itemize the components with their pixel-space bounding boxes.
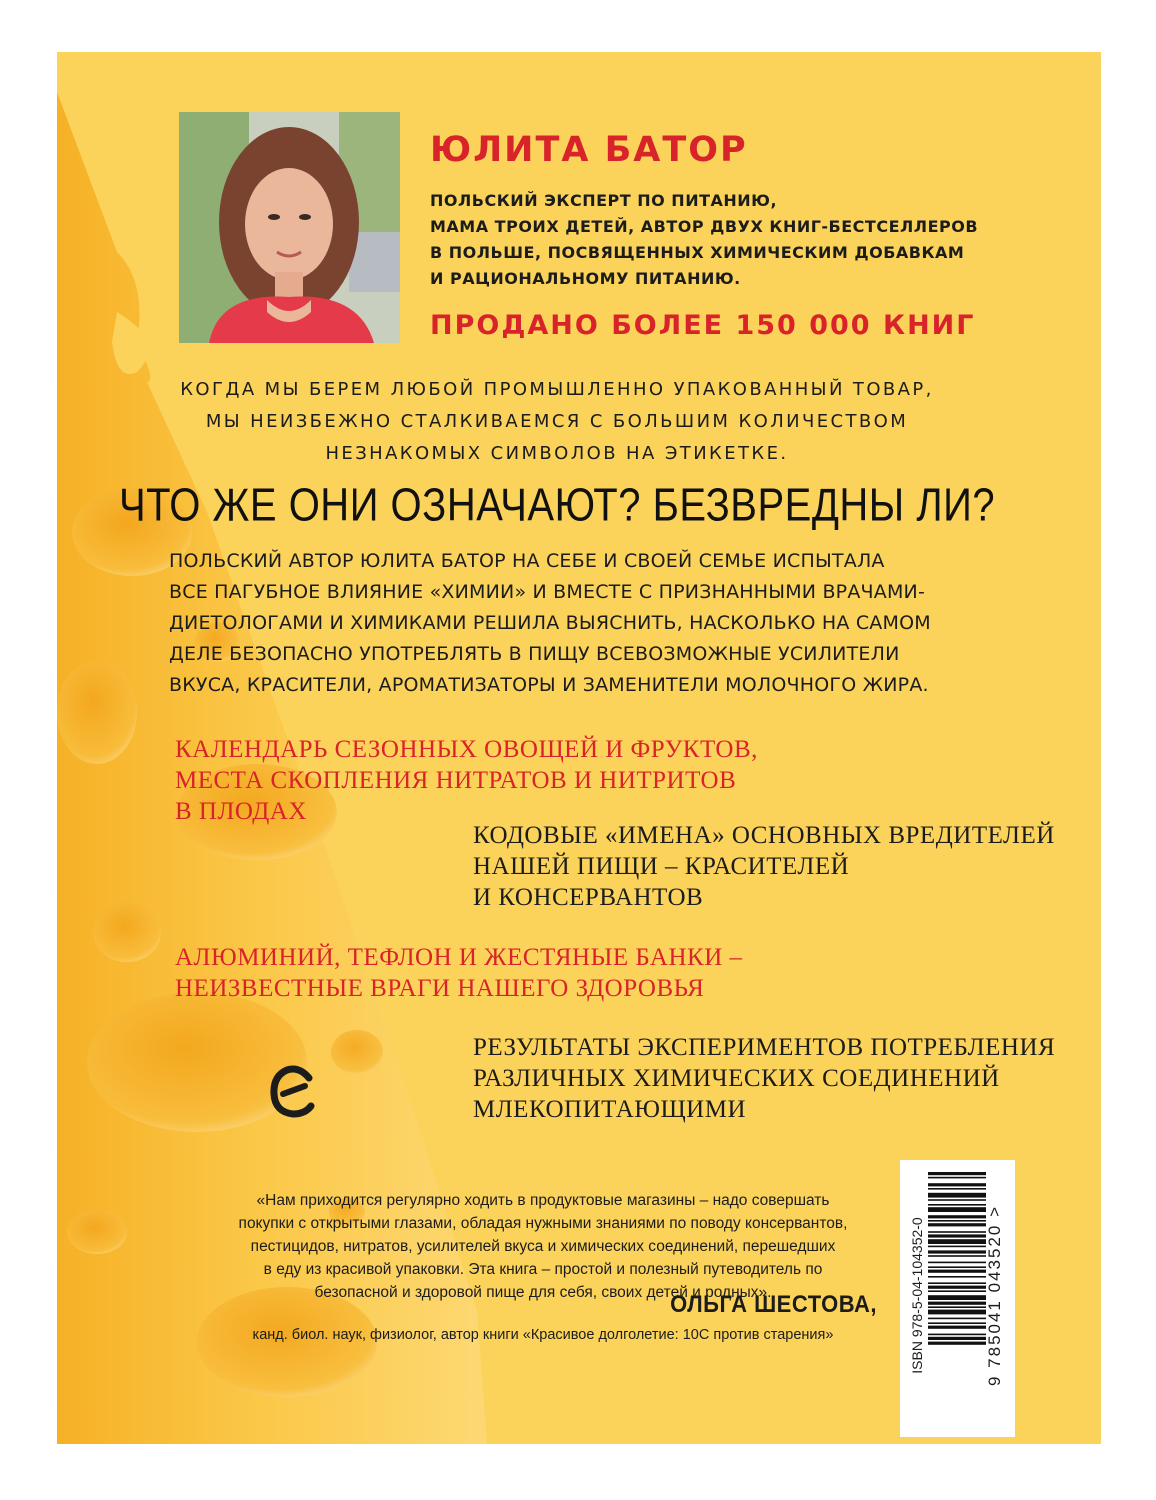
feature-code-names <box>473 820 1055 913</box>
barcode-bar <box>928 1177 986 1179</box>
intro-text <box>117 374 997 470</box>
barcode-bar <box>928 1302 986 1305</box>
barcode-bar <box>928 1334 986 1336</box>
barcode-bar <box>928 1310 986 1315</box>
barcode-bars <box>928 1168 986 1426</box>
quote-line: покупки с открытыми глазами, обладая нужными знаниями по поводу консервантов, <box>238 1215 848 1232</box>
story-line: ПОЛЬСКИЙ АВТОР ЮЛИТА БАТОР НА СЕБЕ И СВОЕЙ СЕМЬЕ ИСПЫТАЛА <box>169 550 885 572</box>
barcode-bar <box>928 1199 986 1201</box>
barcode-bar <box>928 1188 986 1190</box>
author-bio-line: И РАЦИОНАЛЬНОМУ ПИТАНИЮ. <box>430 269 741 288</box>
story-line: ДЕЛЕ БЕЗОПАСНО УПОТРЕБЛЯТЬ В ПИЩУ ВСЕВОЗМОЖНЫЕ УСИЛИТЕЛИ <box>169 643 900 665</box>
barcode-bar <box>928 1326 986 1329</box>
barcode-bar <box>928 1231 986 1233</box>
feature-line: НЕИЗВЕСТНЫЕ ВРАГИ НАШЕГО ЗДОРОВЬЯ <box>175 975 705 1002</box>
story-line: ВКУСА, КРАСИТЕЛИ, АРОМАТИЗАТОРЫ И ЗАМЕНИТЕЛИ МОЛОЧНОГО ЖИРА. <box>169 674 929 696</box>
barcode-bar <box>928 1342 986 1345</box>
quote-author-title: канд. биол. наук, физиолог, автор книги «Красивое долголетие: 10С против старения» <box>252 1327 834 1343</box>
feature-line: МЛЕКОПИТАЮЩИМИ <box>473 1096 747 1123</box>
headline-question: ЧТО ЖЕ ОНИ ОЗНАЧАЮТ? БЕЗВРЕДНЫ ЛИ? <box>118 480 996 531</box>
barcode-bar <box>928 1322 986 1324</box>
feature-line: МЕСТА СКОПЛЕНИЯ НИТРАТОВ И НИТРИТОВ <box>175 767 737 794</box>
book-back-cover <box>57 52 1101 1444</box>
author-bio-line: ПОЛЬСКИЙ ЭКСПЕРТ ПО ПИТАНИЮ, <box>430 191 778 210</box>
feature-line: АЛЮМИНИЙ, ТЕФЛОН И ЖЕСТЯНЫЕ БАНКИ – <box>175 944 743 971</box>
barcode-bar <box>928 1306 986 1308</box>
quote-line: «Нам приходится регулярно ходить в продуктовые магазины – надо совершать <box>256 1192 830 1209</box>
barcode-bar <box>928 1295 986 1300</box>
barcode-bar <box>928 1223 986 1226</box>
barcode-bar <box>928 1286 986 1289</box>
barcode-bar <box>928 1183 986 1186</box>
story-text <box>169 546 989 701</box>
author-photo <box>179 112 400 343</box>
story-line: ВСЕ ПАГУБНОЕ ВЛИЯНИЕ «ХИМИИ» И ВМЕСТЕ С ПРИЗНАННЫМИ ВРАЧАМИ- <box>169 581 926 603</box>
feature-line: РАЗЛИЧНЫХ ХИМИЧЕСКИХ СОЕДИНЕНИЙ <box>473 1065 1000 1092</box>
intro-line: МЫ НЕИЗБЕЖНО СТАЛКИВАЕМСЯ С БОЛЬШИМ КОЛИЧЕСТВОМ <box>205 411 909 432</box>
testimonial-quote <box>173 1189 913 1304</box>
author-bio <box>430 188 1030 292</box>
quote-line: безопасной и здоровой пище для себя, своих детей и родных». <box>314 1284 772 1301</box>
barcode-bar <box>928 1193 986 1198</box>
barcode-bar <box>928 1204 986 1206</box>
feature-line: НАШЕЙ ПИЩИ – КРАСИТЕЛЕЙ <box>473 853 850 880</box>
intro-line: КОГДА МЫ БЕРЕМ ЛЮБОЙ ПРОМЫШЛЕННО УПАКОВАННЫЙ ТОВАР, <box>180 379 934 400</box>
author-name: ЮЛИТА БАТОР <box>430 130 748 170</box>
barcode-bar <box>928 1250 986 1253</box>
barcode-bar <box>928 1282 986 1284</box>
author-bio-line: В ПОЛЬШЕ, ПОСВЯЩЕННЫХ ХИМИЧЕСКИМ ДОБАВКАМ <box>430 243 965 262</box>
isbn-number: ISBN 978-5-04-104352-0 <box>909 1217 925 1374</box>
barcode-bar <box>928 1207 986 1212</box>
barcode-bar <box>928 1172 986 1175</box>
barcode-bar <box>928 1266 986 1268</box>
barcode-bar <box>928 1262 986 1264</box>
author-bio-line: МАМА ТРОИХ ДЕТЕЙ, АВТОР ДВУХ КНИГ-БЕСТСЕЛЛЕРОВ <box>430 217 979 236</box>
barcode-bar <box>928 1246 986 1248</box>
barcode-bar <box>928 1239 986 1244</box>
barcode-bar <box>928 1318 986 1320</box>
feature-line: РЕЗУЛЬТАТЫ ЭКСПЕРИМЕНТОВ ПОТРЕБЛЕНИЯ <box>473 1034 1056 1061</box>
barcode-bar <box>928 1290 986 1292</box>
isbn-barcode <box>900 1160 1015 1437</box>
quote-line: пестицидов, нитратов, усилителей вкуса и химических соединений, перешедших <box>250 1238 836 1255</box>
feature-experiments <box>473 1032 1055 1125</box>
barcode-bar <box>928 1220 986 1222</box>
quote-author: ОЛЬГА ШЕСТОВА, <box>670 1290 877 1318</box>
quote-line: в еду из красивой упаковки. Эта книга – простой и полезный путеводитель по <box>263 1261 823 1278</box>
barcode-bar <box>928 1215 986 1218</box>
barcode-digits: 9 785041 043520 > <box>985 1205 1004 1387</box>
feature-line: КОДОВЫЕ «ИМЕНА» ОСНОВНЫХ ВРЕДИТЕЛЕЙ <box>473 822 1055 849</box>
barcode-bar <box>928 1255 986 1257</box>
sales-claim: ПРОДАНО БОЛЕЕ 150 000 КНИГ <box>430 310 976 341</box>
feature-line: КАЛЕНДАРЬ СЕЗОННЫХ ОВОЩЕЙ И ФРУКТОВ, <box>175 736 758 763</box>
feature-hidden-enemies <box>175 942 743 1004</box>
barcode-bar <box>928 1234 986 1237</box>
intro-line: НЕЗНАКОМЫХ СИМВОЛОВ НА ЭТИКЕТКЕ. <box>325 443 789 464</box>
story-line: ДИЕТОЛОГАМИ И ХИМИКАМИ РЕШИЛА ВЫЯСНИТЬ, НАСКОЛЬКО НА САМОМ <box>169 612 931 634</box>
eksmo-logo-icon <box>269 1064 317 1120</box>
feature-seasonal-calendar <box>175 734 758 827</box>
feature-line: И КОНСЕРВАНТОВ <box>473 884 704 911</box>
barcode-bar <box>928 1276 986 1278</box>
feature-line: В ПЛОДАХ <box>175 798 307 825</box>
barcode-bar <box>928 1270 986 1273</box>
barcode-bar <box>928 1337 986 1340</box>
